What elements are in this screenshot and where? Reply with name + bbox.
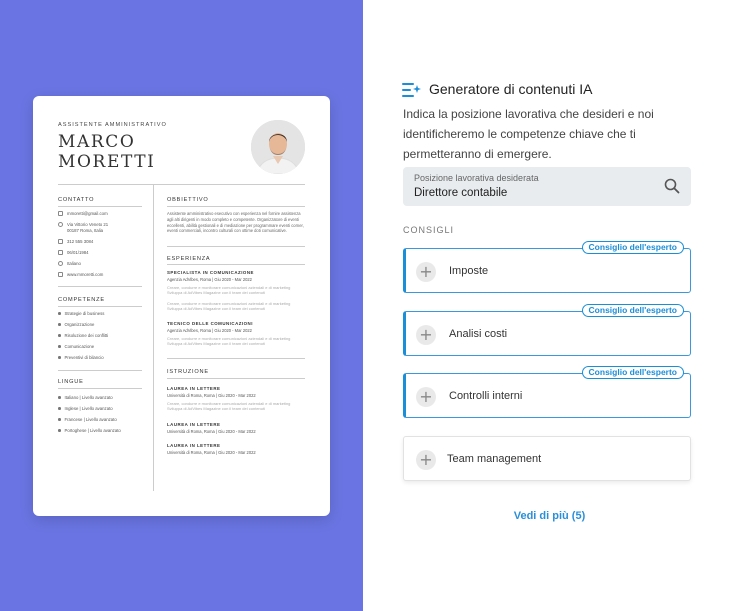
add-icon[interactable]: + [416,325,436,345]
link-icon [58,272,63,277]
contact-underline [58,206,142,207]
experience-underline [167,264,305,265]
resume-divider-top [58,184,305,185]
resume-name [58,132,155,172]
experience-separator [167,358,305,359]
flag-icon [58,261,63,266]
education-underline [167,378,305,379]
resume-preview [33,96,330,516]
suggestion-label: Controlli interni [449,390,523,402]
job-subtitle: Agenzia AdVibes, Roma | Giu 2020 - Mar 2022 [167,277,252,282]
search-input[interactable]: Direttore contabile [414,187,508,199]
ai-generator-icon [402,81,422,99]
suggestion-label: Team management [447,453,542,465]
contact-item: 312 555 3084 [58,239,93,244]
experience-heading: ESPERIENZA [167,256,211,262]
objective-separator [167,246,305,247]
skills-separator [58,370,142,371]
education-title: LAUREA IN LETTERE [167,443,221,448]
contact-item: 00187 Roma, Italia [67,228,104,233]
contact-heading: CONTATTO [58,197,95,203]
content-generator-panel [363,0,736,611]
skill-item: Strategie di business [58,311,104,316]
contact-item: Via Vittorio Veneto 21 [58,222,108,227]
contact-item: 06/01/1984 [58,250,89,255]
suggestion-card-team-management[interactable] [403,436,691,481]
skills-underline [58,306,142,307]
contact-item: www.mmoretti.com [58,272,103,277]
left-background-panel [0,0,363,611]
calendar-icon [58,250,63,255]
location-icon [58,222,63,227]
job-title: TECNICO DELLE COMUNICAZIONI [167,321,253,326]
suggestion-label: Analisi costi [449,328,508,340]
skill-item: Preventivi di bilancio [58,355,104,360]
resume-first-name: MARCO [58,132,136,152]
contact-item: mmoretti@gmail.com [58,211,108,216]
job-detail: Creare, condurre e monitorare comunicazioni aziendali e di marketing Sviluppa di AdVibes Magazine con il team dei contenuti [167,285,291,296]
suggestion-card-analisi-costi[interactable] [403,305,691,356]
suggestions-heading: CONSIGLI [403,225,455,235]
language-item: Inglese | Livello avanzato [58,406,113,411]
expert-badge: Consiglio dell'esperto [582,366,684,379]
languages-underline [58,388,142,389]
objective-underline [167,206,305,207]
job-title: SPECIALISTA IN COMUNICAZIONE [167,270,254,275]
search-icon[interactable] [664,178,680,194]
education-subtitle: Università di Roma, Roma | Giu 2020 - Mar 2022 [167,450,256,455]
contact-separator [58,286,142,287]
education-subtitle: Università di Roma, Roma | Giu 2020 - Mar 2022 [167,429,256,434]
languages-heading: LINGUE [58,379,84,385]
contact-item: Italiano [58,261,81,266]
job-subtitle: Agenzia AdVibes, Roma | Giu 2020 - Mar 2022 [167,328,252,333]
job-detail: Creare, condurre e monitorare comunicazioni aziendali e di marketing Sviluppa di AdVibes Magazine con il team dei contenuti [167,336,291,347]
expert-badge: Consiglio dell'esperto [582,304,684,317]
add-icon[interactable]: + [416,450,436,470]
language-item: Francese | Livello avanzato [58,417,117,422]
skills-heading: COMPETENZE [58,297,105,303]
skill-item: Risoluzione dei conflitti [58,333,108,338]
objective-heading: OBBIETTIVO [167,197,209,203]
resume-role: ASSISTENTE AMMINISTRATIVO [58,122,167,128]
phone-icon [58,239,63,244]
education-heading: ISTRUZIONE [167,369,209,375]
education-title: LAUREA IN LETTERE [167,422,221,427]
suggestion-label: Imposte [449,265,489,277]
add-icon[interactable]: + [416,387,436,407]
suggestion-card-imposte[interactable] [403,242,691,293]
objective-text: Assistente amministrativo esecutivo con esperienza nel fornire assistenza agli alti dirigenti in modo completo e competente. Organizzatore di eventi eccellenti, abilità gestionali e di mediazione per programmare eventi corner, eventi commerciali, incontro culturali con ottime doti comunicative. [167,211,304,234]
resume-photo [251,120,305,174]
see-more-link[interactable]: Vedi di più (5) [513,510,586,522]
job-position-search[interactable] [403,167,691,206]
generator-title: Generatore di contenuti IA [429,81,593,97]
language-item: Portoghese | Livello avanzato [58,428,121,433]
email-icon [58,211,63,216]
education-detail: Creare, condurre e monitorare comunicazioni aziendali e di marketing Sviluppa di AdVibes Magazine con il team dei contenuti [167,401,291,412]
expert-badge: Consiglio dell'esperto [582,241,684,254]
add-icon[interactable]: + [416,262,436,282]
search-label: Posizione lavorativa desiderata [414,173,539,183]
language-item: Italiano | Livello avanzato [58,395,113,400]
skill-item: Comunicazione [58,344,94,349]
suggestion-card-controlli-interni[interactable] [403,367,691,418]
education-title: LAUREA IN LETTERE [167,386,221,391]
education-subtitle: Università di Roma, Roma | Giu 2020 - Mar 2022 [167,393,256,398]
skill-item: Organizzazione [58,322,94,327]
job-detail: Creare, condurre e monitorare comunicazioni aziendali e di marketing Sviluppa di AdVibes Magazine con il team dei contenuti [167,301,291,312]
resume-divider-vertical [153,185,154,491]
resume-last-name: MORETTI [58,152,156,172]
generator-description: Indica la posizione lavorativa che desideri e noi identificheremo le competenze chiave che ti permetteranno di emergere. [403,107,654,161]
